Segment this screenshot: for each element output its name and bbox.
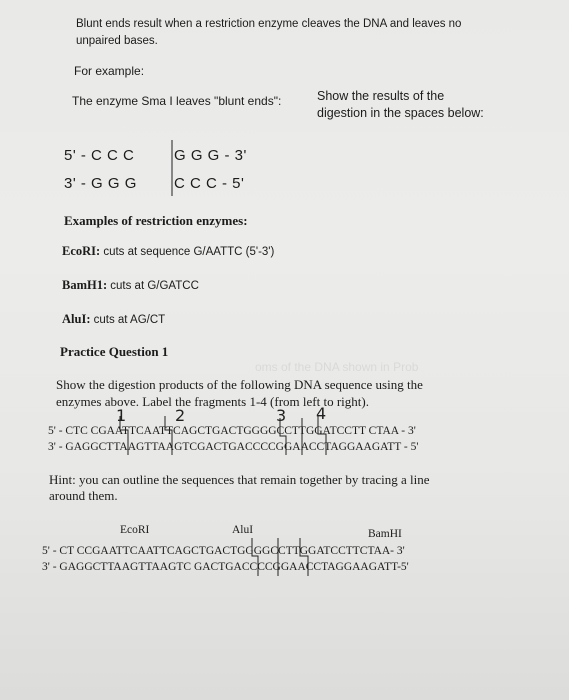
bottom-bamhi-label: BamHI [368, 528, 402, 540]
intro-line-1: Blunt ends result when a restriction enzyme cleaves the DNA and leaves no [76, 18, 462, 30]
hand-label-4: 4 [316, 404, 327, 423]
sma-bottom-right-strand: C C C - 5' [174, 175, 245, 192]
alui-description: cuts at AG/CT [93, 314, 166, 326]
sma-description: The enzyme Sma I leaves "blunt ends": [72, 94, 282, 108]
sma-bottom-left-strand: 3' - G G G [64, 175, 137, 192]
bottom-ecori-label: EcoRI [120, 524, 150, 536]
alui-name: AluI: [62, 312, 91, 326]
sma-top-right-strand: G G G - 3' [174, 147, 247, 164]
bamh1-description: cuts at G/GATCC [110, 280, 199, 292]
practice-seq-bottom: 3' - GAGGCTTAAGTTAAGTCGACTGACCCCGGAACCTAGGAAGATT - 5' [48, 441, 419, 453]
bamh1-name: BamH1: [62, 278, 108, 292]
examples-heading: Examples of restriction enzymes: [64, 213, 248, 228]
sma-top-left-strand: 5' - C C C [64, 147, 135, 164]
for-example-label: For example: [74, 64, 145, 78]
bottom-seq-bottom: 3' - GAGGCTTAAGTTAAGTC GACTGACCCCGGAACCTAGGAAGATT-5' [42, 561, 409, 573]
show-results-line-1: Show the results of the [317, 89, 445, 103]
ecori-name: EcoRI: [62, 244, 101, 258]
bottom-alui-label: AluI [232, 524, 254, 536]
intro-line-2: unpaired bases. [76, 35, 158, 47]
hand-label-2: 2 [175, 406, 186, 425]
hint-line-2: around them. [49, 488, 118, 503]
hint-line-1: Hint: you can outline the sequences that remain together by tracing a line [49, 472, 430, 487]
hand-label-3: 3 [276, 406, 287, 425]
bottom-seq-top: 5' - CT CCGAATTCAATTCAGCTGACTGGGGCCTTGGATCCTTCTAA- 3' [42, 545, 405, 557]
ecori-description: cuts at sequence G/AATTC (5'-3') [103, 246, 275, 258]
practice-instruction-1: Show the digestion products of the following DNA sequence using the [56, 377, 423, 392]
bottom-alui-cut-mark [252, 538, 258, 576]
show-results-line-2: digestion in the spaces below: [317, 106, 484, 120]
practice-heading: Practice Question 1 [60, 344, 169, 359]
hand-label-1: 1 [116, 406, 127, 425]
bleed-through-text: oms of the DNA shown in Prob [255, 360, 419, 374]
bottom-bamhi-cut-mark [300, 538, 308, 576]
practice-seq-top: 5' - CTC CGAATTCAATTCAGCTGACTGGGGCCTTGGATCCTT CTAA - 3' [48, 425, 416, 437]
practice-instruction-2: enzymes above. Label the fragments 1-4 (from left to right). [56, 394, 369, 409]
